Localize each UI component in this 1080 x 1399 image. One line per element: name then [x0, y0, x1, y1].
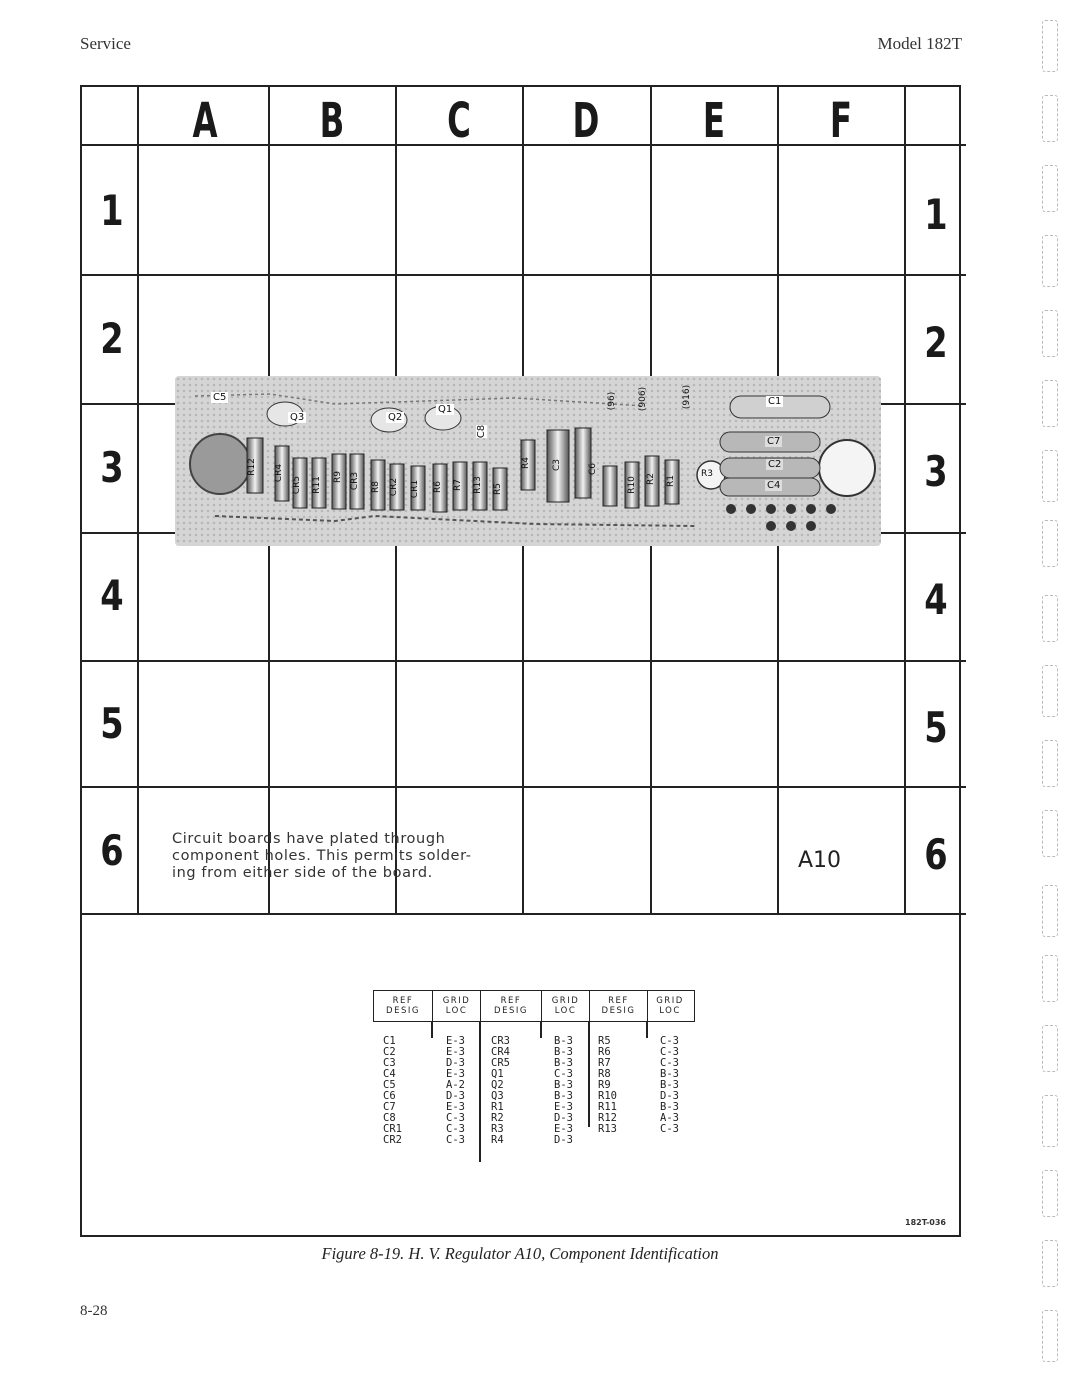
column-label-e: E [702, 93, 726, 149]
table-cell: R4 [491, 1134, 504, 1146]
board-label: CR3 [350, 471, 361, 491]
header-section-title: Service [80, 34, 131, 53]
col2-loc [554, 1036, 573, 1146]
row-label-5-left: 5 [100, 699, 124, 748]
row-label-2-right: 2 [924, 318, 948, 367]
board-label: R11 [311, 476, 322, 494]
figure-id: 182T-036 [905, 1218, 946, 1227]
table-cell: C8 [383, 1112, 396, 1124]
table-cell: R3 [491, 1123, 504, 1135]
board-label: C8 [476, 424, 488, 439]
note-line-1: Circuit boards have plated through [172, 831, 446, 847]
column-label-d: D [572, 93, 600, 149]
table-cell: R8 [598, 1068, 611, 1080]
board-label: R12 [246, 458, 257, 476]
table-cell: R6 [598, 1046, 611, 1058]
board-label: (96) [607, 391, 618, 411]
table-cell: C6 [383, 1090, 396, 1102]
board-label: Q1 [438, 404, 453, 415]
table-cell: D-3 [554, 1134, 573, 1146]
board-label: R5 [492, 483, 503, 495]
reference-table-body [373, 1022, 695, 1162]
board-label: C6 [588, 462, 599, 476]
figure-caption: Figure 8-19. H. V. Regulator A10, Component Identification [321, 1244, 719, 1263]
board-label: R9 [332, 471, 343, 483]
table-cell: CR4 [491, 1046, 510, 1058]
column-label-c: C [447, 93, 471, 149]
board-label: (916) [682, 384, 693, 410]
table-cell: B-3 [554, 1090, 573, 1102]
row-label-4-right: 4 [924, 575, 948, 624]
board-labels [175, 376, 881, 546]
hdr-grid: GRID [442, 996, 471, 1006]
table-cell: C-3 [660, 1035, 679, 1047]
table-cell: E-3 [446, 1035, 465, 1047]
table-cell: CR1 [383, 1123, 402, 1135]
table-cell: C1 [383, 1035, 396, 1047]
board-label: R13 [472, 476, 483, 494]
row-label-3-right: 3 [924, 447, 948, 496]
table-cell: CR2 [383, 1134, 402, 1146]
hdr-desig: DESIG [494, 1006, 528, 1016]
hdr-loc: LOC [554, 1006, 577, 1016]
reference-table [373, 990, 695, 1162]
row-label-5-right: 5 [924, 703, 948, 752]
table-cell: E-3 [446, 1046, 465, 1058]
table-cell: D-3 [446, 1057, 465, 1069]
col3-loc [660, 1036, 679, 1135]
board-label: C2 [768, 459, 782, 470]
row-label-4-left: 4 [100, 571, 124, 620]
table-cell: C-3 [660, 1057, 679, 1069]
board-label: Q2 [388, 412, 403, 423]
board-label: C4 [767, 480, 781, 491]
table-cell: C-3 [446, 1112, 465, 1124]
note-line-2: component holes. This permits solder- [172, 848, 472, 864]
table-cell: C7 [383, 1101, 396, 1113]
table-cell: Q1 [491, 1068, 504, 1080]
table-cell: E-3 [554, 1101, 573, 1113]
board-label: (906) [638, 386, 649, 412]
column-label-f: F [829, 93, 853, 149]
table-cell: B-3 [554, 1057, 573, 1069]
table-cell: C-3 [446, 1134, 465, 1146]
table-cell: D-3 [660, 1090, 679, 1102]
table-cell: C-3 [554, 1068, 573, 1080]
hdr-ref: REF [608, 996, 629, 1006]
table-cell: C5 [383, 1079, 396, 1091]
table-cell: B-3 [554, 1046, 573, 1058]
hdr-desig: DESIG [601, 1006, 636, 1016]
header-model-title: Model 182T [877, 34, 962, 53]
table-cell: C3 [383, 1057, 396, 1069]
row-label-6-right: 6 [924, 830, 948, 879]
board-label: C3 [552, 458, 563, 472]
hdr-grid: GRID [551, 996, 580, 1006]
table-cell: R12 [598, 1112, 617, 1124]
board-label: CR1 [410, 479, 421, 499]
row-label-6-left: 6 [100, 826, 124, 875]
col1-loc [446, 1036, 465, 1146]
hdr-grid: GRID [656, 996, 684, 1006]
table-cell: B-3 [554, 1079, 573, 1091]
column-label-b: B [319, 93, 345, 149]
board-label: R8 [370, 481, 381, 493]
table-cell: B-3 [660, 1068, 679, 1080]
board-label: R7 [452, 479, 463, 491]
col3-ref [598, 1036, 617, 1135]
table-cell: R5 [598, 1035, 611, 1047]
hdr-desig: DESIG [386, 1006, 420, 1016]
board-label: C5 [213, 392, 227, 403]
board-label: R10 [626, 476, 637, 494]
table-cell: R10 [598, 1090, 617, 1102]
table-cell: Q2 [491, 1079, 504, 1091]
board-label: R1 [665, 475, 676, 487]
table-cell: R7 [598, 1057, 611, 1069]
row-label-3-left: 3 [100, 443, 124, 492]
table-cell: C-3 [660, 1123, 679, 1135]
table-cell: A-2 [446, 1079, 465, 1091]
table-cell: R2 [491, 1112, 504, 1124]
note-line-3: ing from either side of the board. [172, 865, 433, 881]
table-cell: D-3 [554, 1112, 573, 1124]
row-label-2-left: 2 [100, 314, 124, 363]
row-label-1-right: 1 [924, 190, 948, 239]
table-cell: E-3 [446, 1101, 465, 1113]
table-cell: E-3 [446, 1068, 465, 1080]
col2-ref [491, 1036, 510, 1146]
col1-ref [383, 1036, 402, 1146]
column-label-a: A [192, 93, 218, 149]
table-cell: R9 [598, 1079, 611, 1091]
table-cell: B-3 [660, 1101, 679, 1113]
board-label: C7 [767, 436, 781, 447]
table-cell: CR3 [491, 1035, 510, 1047]
board-id-label: A10 [798, 848, 842, 873]
table-cell: E-3 [554, 1123, 573, 1135]
board-label: CR4 [274, 463, 285, 483]
table-cell: R1 [491, 1101, 504, 1113]
table-cell: B-3 [660, 1079, 679, 1091]
table-cell: R13 [598, 1123, 617, 1135]
hdr-ref: REF [500, 996, 522, 1006]
circuit-note [172, 831, 472, 882]
row-label-1-left: 1 [100, 186, 124, 235]
board-label: R4 [520, 457, 531, 469]
board-label: R6 [432, 481, 443, 493]
board-label: C1 [768, 396, 782, 407]
table-cell: C-3 [446, 1123, 465, 1135]
board-label: R3 [701, 469, 713, 479]
circuit-board-photo [175, 376, 881, 546]
table-cell: B-3 [554, 1035, 573, 1047]
board-label: CR2 [389, 477, 400, 497]
table-cell: C2 [383, 1046, 396, 1058]
table-cell: D-3 [446, 1090, 465, 1102]
board-label: Q3 [290, 412, 305, 423]
table-cell: C-3 [660, 1046, 679, 1058]
table-cell: R11 [598, 1101, 617, 1113]
table-cell: A-3 [660, 1112, 679, 1124]
hdr-loc: LOC [445, 1006, 468, 1016]
reference-table-header [373, 990, 695, 1022]
board-label: R2 [645, 473, 656, 485]
page-number: 8-28 [80, 1303, 108, 1319]
table-cell: CR5 [491, 1057, 510, 1069]
board-label: CR5 [292, 475, 303, 495]
hdr-ref: REF [392, 996, 414, 1006]
table-cell: Q3 [491, 1090, 504, 1102]
hdr-loc: LOC [659, 1006, 681, 1016]
table-cell: C4 [383, 1068, 396, 1080]
